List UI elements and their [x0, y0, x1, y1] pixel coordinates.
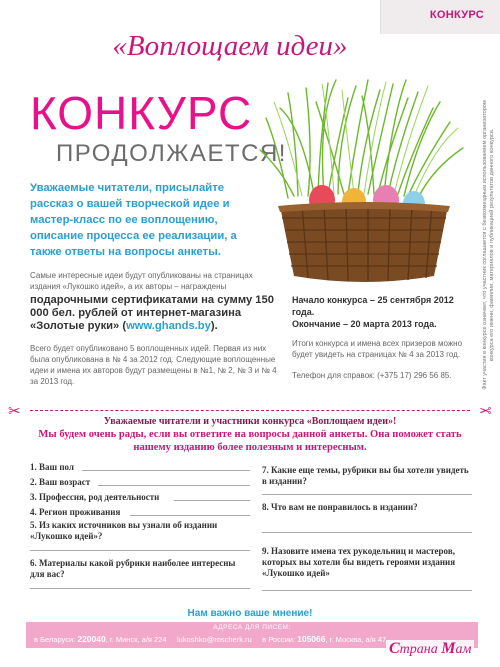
question-4: 4. Регион проживания: [30, 507, 121, 517]
address-row: в Беларуси: 220040, г. Минск, а/я 224 lukoshko@roscherk.ru в России: 105066, г. Москва, а/я 47: [34, 634, 387, 644]
section-label: КОНКУРС: [429, 9, 484, 21]
easter-basket-illustration: [258, 78, 470, 288]
question-5: 5. Из каких источников вы узнали об издании «Лукошко идей»?: [30, 520, 218, 541]
main-title: КОНКУРС: [30, 87, 253, 139]
contact-email[interactable]: lukoshko@roscherk.ru: [177, 635, 252, 644]
phone-note: Телефон для справок: (+375 17) 296 56 85.: [292, 371, 452, 380]
lead-text: Уважаемые читатели, присылайте рассказ о вашей творческой идее и мастер-класс по ее воплощению, описание процесса ее реализации, а также ответы на вопросы анкеты.: [30, 182, 237, 258]
scissors-icon: ✂: [479, 403, 492, 420]
question-8: 8. Что вам не понравилось в издании?: [262, 502, 418, 512]
prize-text: подарочными сертификатами на сумму 150 000 бел. рублей от интернет-магазина «Золотые руки» (www.ghands.by).: [30, 294, 274, 332]
answer-field-7[interactable]: [262, 494, 472, 495]
answer-field-1[interactable]: [82, 470, 250, 471]
publication-schedule: Всего будет опубликовано 5 воплощенных идей. Первая из них была опубликована в № 4 за 2012 год. Следующие воплощенные идеи и имена их авторов будут размещены в №1, № 2, № 3 и № 4 за 2013 год.: [30, 344, 277, 386]
contest-period: [292, 294, 472, 330]
questionnaire-request: Мы будем очень рады, если вы ответите на вопросы данной анкеты. Она поможет стать нашему изданию более полезным и интересным.: [38, 429, 462, 453]
results-note: Итоги конкурса и имена всех призеров можно будет увидеть на страницах № 4 за 2013 год.: [292, 339, 463, 359]
answer-field-3[interactable]: [174, 500, 250, 501]
shop-link[interactable]: www.ghands.by: [126, 320, 211, 332]
question-7: 7. Какие еще темы, рубрики вы бы хотели увидеть в издании?: [262, 465, 469, 486]
answer-field-8[interactable]: [262, 532, 472, 533]
contest-dates: [292, 294, 472, 381]
site-watermark: Страна Мам: [386, 640, 474, 658]
cut-line: [8, 403, 492, 420]
question-1: 1. Ваш пол: [30, 462, 74, 472]
address-heading: АДРЕСА ДЛЯ ПИСЕМ:: [213, 624, 291, 631]
prize-intro: Самые интересные идеи будут опубликованы на страницах издания «Лукошко идей», а их авторы – награждены: [30, 271, 253, 291]
scissors-icon: ✂: [8, 403, 21, 420]
end-date: Окончание – 20 марта 2013 года.: [292, 319, 437, 329]
questionnaire-greeting: Уважаемые читатели и участники конкурса «Воплощаем идеи»!: [103, 416, 397, 427]
series-title: «Воплощаем идеи»: [112, 30, 348, 62]
contest-details: [30, 270, 280, 387]
question-3: 3. Профессия, род деятельности: [30, 492, 160, 502]
start-date: Начало конкурса – 25 сентября 2012 года.: [292, 295, 454, 317]
answer-field-2[interactable]: [98, 485, 250, 486]
opinion-tagline: Нам важно ваше мнение!: [187, 608, 313, 619]
question-9: 9. Назовите имена тех рукодельниц и мастеров, которых вы хотели бы видеть героями издания «Лукошко идей»: [262, 546, 456, 578]
answer-field-4[interactable]: [130, 515, 250, 516]
answer-field-6[interactable]: [30, 588, 250, 589]
question-6: 6. Материалы какой рубрики наиболее интересны для вас?: [30, 558, 236, 579]
dashed-line: [30, 410, 470, 411]
questionnaire-intro: [30, 416, 470, 454]
section-tab: [380, 0, 500, 34]
answer-field-5[interactable]: [30, 550, 250, 551]
sub-title: ПРОДОЛЖАЕТСЯ!: [56, 140, 287, 167]
legal-side-note: Факт участия в конкурсе означает, что участник соглашается с безвозмездным использованием организатором конкурса его имени, фамилии, материалов и публикацией результатов данного конкурса.: [482, 100, 495, 390]
answer-field-9[interactable]: [262, 590, 472, 591]
question-2: 2. Ваш возраст: [30, 477, 91, 487]
